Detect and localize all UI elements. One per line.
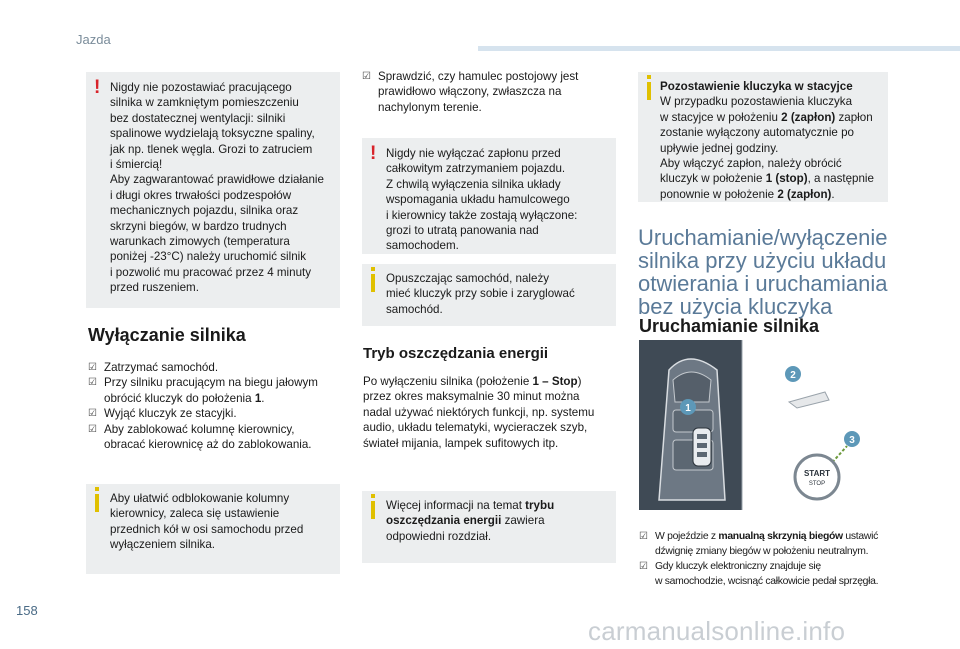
- info-icon: [95, 494, 99, 512]
- list-item: ☑ W pojeździe z manualną skrzynią biegów ustawić dźwignię zmiany biegów w położeniu neutralnym.: [639, 531, 878, 557]
- info-box: Więcej informacji na temat trybu oszczędzania energii zawiera odpowiedni rozdział.: [362, 491, 616, 563]
- warning-line: i pozwolić mu pracować przez 4 minuty: [110, 265, 312, 279]
- warning-line: i śmiercią!: [110, 158, 163, 172]
- section-title: Jazda: [76, 32, 111, 47]
- car-diagram: [639, 340, 887, 510]
- key-fob-icon: [693, 428, 711, 466]
- start-stop-button-icon: [795, 455, 839, 499]
- warning-line: spalinowe wydzielają toksyczne spaliny,: [110, 127, 315, 141]
- info-box: Opuszczając samochód, należy mieć kluczyk przy sobie i zaryglować samochód.: [362, 264, 616, 326]
- watermark: carmanualsonline.info: [588, 616, 846, 646]
- info-icon: [371, 274, 375, 292]
- warning-line: silnika w zamkniętym pomieszczeniu: [110, 96, 299, 110]
- bullet-icon: ☑: [88, 362, 97, 373]
- warning-line: mechanicznych pojazdu, silnika oraz: [110, 204, 299, 218]
- energy-paragraph: Po wyłączeniu silnika (położenie 1 – Stop) przez okres maksymalnie 30 minut można nadal używać niektórych funkcji, np. systemu audio, układu telematyki, wycieraczek szyb, świateł mijania, lampek sufitowych itp.: [363, 375, 595, 450]
- badge-label: 2: [790, 370, 796, 381]
- warning-line: Aby zagwarantować prawidłowe działanie: [110, 173, 324, 187]
- warning-box: [86, 72, 340, 308]
- list-item: ☑ Wyjąć kluczyk ze stacyjki.: [88, 407, 237, 421]
- header-bar: [478, 46, 960, 51]
- bullet-icon: ☑: [88, 408, 97, 420]
- info-icon: [371, 501, 375, 519]
- bullet-icon: ☑: [88, 377, 97, 389]
- bullet-icon: ☑: [639, 561, 648, 572]
- info-icon: [647, 82, 651, 100]
- warning-line: bez dostatecznej wentylacji: silniki: [110, 111, 286, 125]
- chapter-title: Uruchamianie/wyłączenie silnika przy użyciu układu otwierania i uruchamiania bez użycia kluczyka: [638, 225, 888, 319]
- list-item: ☑ Aby zablokować kolumnę kierownicy, obracać kierownicę aż do zablokowania.: [88, 422, 312, 452]
- warning-line: warunkach zimowych (temperatura: [110, 235, 290, 249]
- list-item: ☑ Zatrzymać samochód.: [88, 361, 219, 374]
- warning-icon: !: [94, 77, 101, 98]
- page-number: 158: [16, 603, 38, 618]
- list-item: ☑ Gdy kluczyk elektroniczny znajduje się w samochodzie, wcisnąć całkowicie pedał sprzęgła.: [639, 561, 879, 587]
- bullet-list: [88, 360, 348, 452]
- bullet-icon: ☑: [362, 71, 371, 82]
- list-item: ☑ Przy silniku pracującym na biegu jałowym obrócić kluczyk do położenia 1.: [88, 376, 318, 405]
- warning-line: przed ruszeniem.: [110, 281, 199, 295]
- warning-icon: !: [370, 143, 377, 164]
- warning-line: poniżej -23°C) należy uruchomić silnik: [110, 250, 307, 264]
- warning-box: ! Nigdy nie wyłączać zapłonu przed całkowitym zatrzymaniem pojazdu. Z chwilą wyłączenia silnika układy wspomagania układu hamulcowego i kierownicy także zostają wyłączone: grozi to utratą panowania nad samochodem.: [362, 138, 616, 254]
- svg-text:STOP: STOP: [808, 481, 826, 487]
- warning-line: Nigdy nie pozostawiać pracującego: [110, 81, 292, 94]
- badge-label: 3: [849, 435, 855, 446]
- section-heading: Uruchamianie silnika: [639, 316, 820, 336]
- warning-line: skrzyni biegów, w bardzo trudnych: [110, 219, 287, 233]
- bullet-icon: ☑: [639, 531, 648, 542]
- car-start-figure: [639, 340, 887, 510]
- bullet-icon: ☑: [88, 423, 97, 435]
- info-box: Aby ułatwić odblokowanie kolumny kierownicy, zaleca się ustawienie przednich kół w osi samochodu przed wyłączeniem silnika.: [86, 484, 340, 574]
- badge-label: 1: [685, 403, 691, 414]
- warning-line: jak np. tlenek węgla. Grozi to zatruciem: [110, 142, 313, 156]
- section-heading: Wyłączanie silnika: [88, 325, 246, 345]
- section-heading: Tryb oszczędzania energii: [363, 345, 549, 362]
- warning-line: i długi okres trwałości podzespołów: [110, 188, 292, 202]
- svg-text:START: START: [803, 469, 831, 478]
- info-box: Pozostawienie kluczyka w stacyjce W przypadku pozostawienia kluczyka w stacyjce w położeniu 2 (zapłon) zapłon zostanie wyłączony automatycznie po upływie jednej godziny. Aby włączyć zapłon, należy obrócić kluczyk w położenie 1 (stop), a następnie ponownie w położenie 2 (zapłon).: [638, 72, 888, 202]
- list-item: ☑ Sprawdzić, czy hamulec postojowy jest prawidłowo włączony, zwłaszcza na nachylonym terenie.: [362, 70, 579, 114]
